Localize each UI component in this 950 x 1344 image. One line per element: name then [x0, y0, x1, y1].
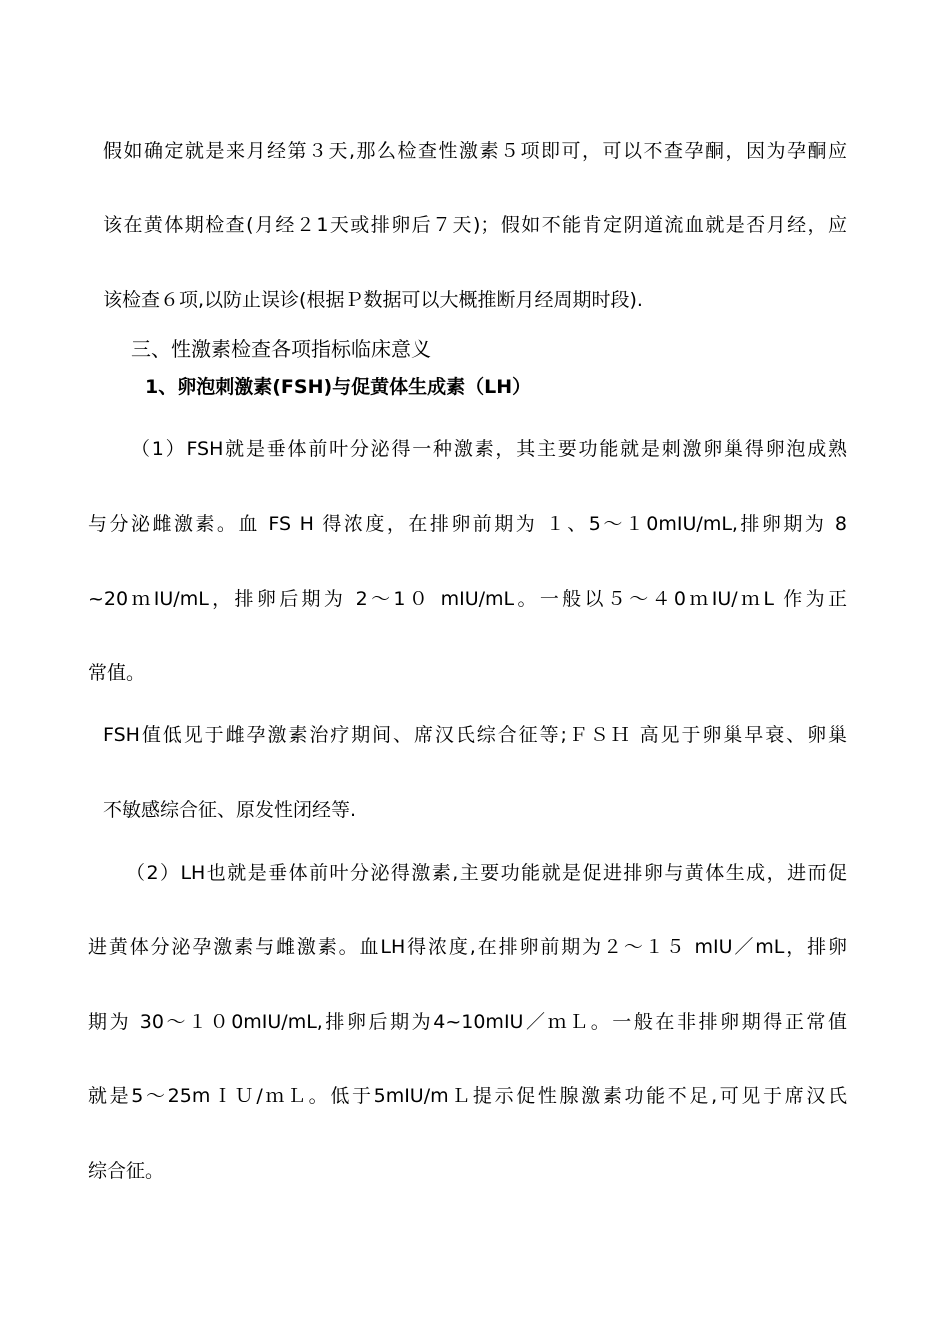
- paragraph-1-line-3: 该检查６项,以防止误诊(根据Ｐ数据可以大概推断月经周期时段).: [103, 289, 643, 311]
- paragraph-1-line-1: 假如确定就是来月经第３天,那么检查性激素５项即可，可以不查孕酮，因为孕酮应: [103, 140, 847, 162]
- section-heading: 三、性激素检查各项指标临床意义: [131, 337, 431, 361]
- paragraph-2-line-2: 与分泌雌激素。血 FS H 得浓度，在排卵前期为 １、5～１0mIU/mL,排卵期为 8: [88, 513, 847, 535]
- paragraph-3-line-1: FSH值低见于雌孕激素治疗期间、席汉氏综合征等;ＦＳＨ 高见于卵巢早衰、卵巢: [103, 724, 847, 746]
- paragraph-2-line-1: （1）FSH就是垂体前叶分泌得一种激素，其主要功能就是刺激卵巢得卵泡成熟: [131, 438, 847, 460]
- paragraph-4-line-3: 期为 30～１０0mIU/mL,排卵后期为4~10mIU／ｍＬ。一般在非排卵期得正常值: [88, 1011, 847, 1033]
- subsection-heading: 1、卵泡刺激素(FSH)与促黄体生成素（LH）: [145, 376, 532, 398]
- paragraph-4-line-4: 就是5～25mＩＵ/ｍＬ。低于5mIU/mＬ提示促性腺激素功能不足,可见于席汉氏: [88, 1085, 847, 1107]
- paragraph-2-line-4: 常值。: [88, 662, 146, 684]
- paragraph-1-line-2: 该在黄体期检查(月经２1天或排卵后７天)；假如不能肯定阴道流血就是否月经，应: [103, 214, 847, 236]
- paragraph-4-line-5: 综合征。: [88, 1160, 165, 1182]
- paragraph-3-line-2: 不敏感综合征、原发性闭经等.: [103, 799, 357, 821]
- paragraph-2-line-3: ~20ｍIU/mL，排卵后期为 2～1０ mIU/mL。一般以５～４0ｍIU/ｍL 作为正: [88, 588, 847, 610]
- paragraph-4-line-2: 进黄体分泌孕激素与雌激素。血LH得浓度,在排卵前期为２～１５ mIU／mL，排卵: [88, 936, 847, 958]
- paragraph-4-line-1: （2）LH也就是垂体前叶分泌得激素,主要功能就是促进排卵与黄体生成，进而促: [126, 862, 847, 884]
